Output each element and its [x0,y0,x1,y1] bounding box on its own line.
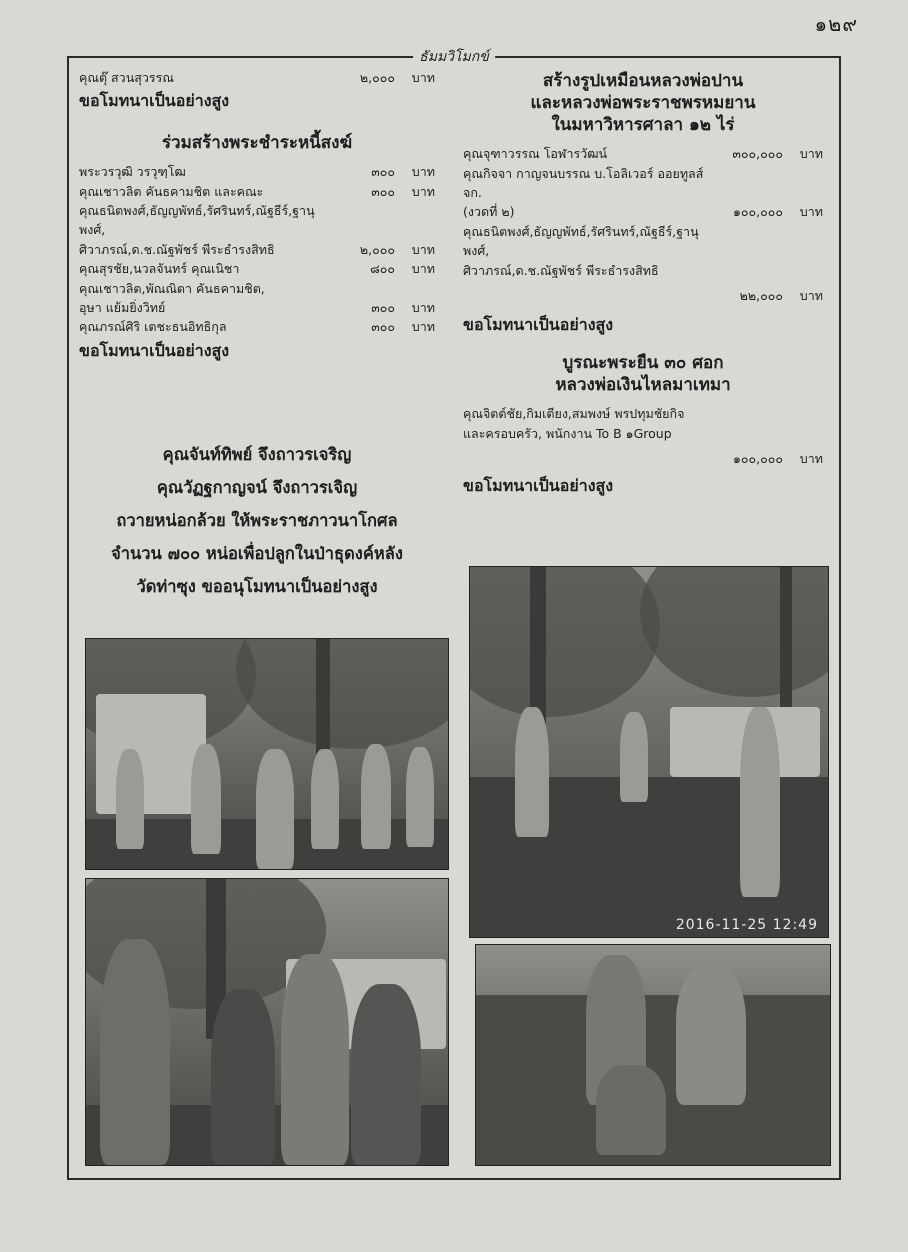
donation-unit: บาท [799,451,823,467]
donor-name: ศิวาภรณ์,ด.ช.ณัฐพัชร์ พีระธำรงสิทธิ [79,241,275,257]
donation-row [463,144,823,163]
donor-name: (งวดที่ ๒) [463,204,515,220]
donor-name: คุณจุฑาวรรณ โอฬารวัฒน์ [463,146,608,162]
donation-amount: ๒,๐๐๐ [359,241,395,257]
donation-row [79,317,435,336]
section-heading: ร่วมสร้างพระชำระหนี้สงฆ์ [161,133,353,154]
donor-name: พระวรวุฒิ วรวุฑฺโฒ [79,164,186,180]
right-column [463,68,823,503]
donation-amount: ๓๐๐ [371,164,395,180]
anumodana-text: ขอโมทนาเป็นอย่างสูง [463,476,614,496]
donation-unit: บาท [411,241,435,257]
donation-amount: ๓๐๐ [371,299,395,315]
dedication-line: คุณจันท์ทิพย์ จึงถาวรเจริญ [162,445,352,464]
donation-row [463,222,823,261]
donor-name: คุณเชาวลิต คันธคามชิต และคณะ [79,183,264,199]
donor-name: คุณสุรชัย,นวลจันทร์ คุณเนิชา [79,261,240,277]
photo-group-portrait [85,878,449,1166]
dedication-line: จำนวน ๗๐๐ หน่อเพื่อปลูกในป่าธุดงค์หลัง [111,544,403,563]
donation-row [79,259,435,278]
content-frame [67,49,841,1180]
donor-name: อุษา แย้มยิ่งวิทย์ [79,299,166,315]
donation-unit: บาท [411,261,435,277]
donation-amount: ๑๐๐,๐๐๐ [732,451,783,467]
donor-name: คุณกิจจา กาญจนบรรณ บ.โอลิเวอร์ ออยทูลส์ จก. [463,165,704,201]
donation-amount: ๓๐๐,๐๐๐ [732,146,783,162]
donation-unit: บาท [799,287,823,303]
donation-unit: บาท [411,319,435,335]
magazine-header: ธัมมวิโมกข์ [413,46,495,68]
donation-unit: บาท [411,299,435,315]
donation-row [463,202,823,221]
donation-row [79,182,435,201]
donation-amount: ๓๐๐ [371,183,395,199]
donation-amount: ๒๒,๐๐๐ [739,287,783,303]
section-heading [463,70,823,136]
anumodana-text: ขอโมทนาเป็นอย่างสูง [79,340,230,360]
donor-name: ศิวาภรณ์,ด.ช.ณัฐพัชร์ พีระธำรงสิทธิ [463,262,659,278]
heading-line: สร้างรูปเหมือนหลวงพ่อปาน [542,71,744,91]
left-column [79,68,435,367]
donation-unit: บาท [799,204,823,220]
donor-name: คุณภรณ์ศิริ เตชะธนอิทธิกุล [79,319,227,335]
donation-row [463,286,823,305]
donation-unit: บาท [411,70,435,85]
dedication-line: วัดท่าซุง ขออนุโมทนาเป็นอย่างสูง [136,577,378,596]
donor-name: คุณธนิตพงศ์,ธัญญพัทธ์,รัศรินทร์,ณัฐธีร์,ฐานุพงศ์, [79,203,315,238]
photo-planting [475,944,831,1166]
donation-amount: ๒,๐๐๐ [359,70,395,85]
dedication-line: คุณวัฏฐกาญจน์ จึงถาวรเจิญ [156,478,358,497]
donation-list [463,144,823,305]
donation-row [79,68,435,87]
heading-line: บูรณะพระยืน ๓๐ ศอก [562,353,724,374]
donation-row [79,162,435,181]
donor-name: คุณธนิตพงศ์,ธัญญพัทธ์,รัศรินทร์,ณัฐธีร์,ฐานุพงศ์, [463,223,699,259]
dedication-line: ถวายหน่อกล้วย ให้พระราชภาวนาโกศล [116,511,398,530]
heading-line: หลวงพ่อเงินไหลมาเทมา [555,375,731,396]
donor-name: คุณตุ๊ สวนสุวรรณ [79,70,174,85]
photo-timestamp: 2016-11-25 12:49 [675,917,818,933]
dedication-block [79,438,435,603]
photo-unloading-logs [469,566,829,938]
donation-list [79,162,435,336]
donation-row [463,261,823,280]
donation-row [79,201,435,240]
donation-row [79,298,435,317]
anumodana-text: ขอโมทนาเป็นอย่างสูง [79,91,230,111]
donor-name: และครอบครัว, พนักงาน To B ๑Group [463,425,672,441]
page-number: ๑๒๙ [814,12,858,36]
donation-row [79,279,435,298]
section-heading [463,352,823,396]
heading-line: ในมหาวิหารศาลา ๑๒ ไร่ [551,115,735,136]
heading-line: และหลวงพ่อพระราชพรหมยาน [530,93,756,114]
anumodana-text: ขอโมทนาเป็นอย่างสูง [463,315,614,335]
donation-amount: ๑๐๐,๐๐๐ [732,204,783,220]
donation-unit: บาท [799,146,823,162]
donation-amount: ๘๐๐ [370,261,395,277]
donation-row [463,449,823,468]
donation-unit: บาท [411,183,435,199]
donation-unit: บาท [411,164,435,180]
photo-loading-truck [85,638,449,870]
donation-amount: ๓๐๐ [371,319,395,335]
donation-row [79,240,435,259]
donor-name: คุณจิตต์ชัย,กิมเตียง,สมพงษ์ พรปทุมชัยกิจ [463,406,685,422]
donation-row [463,164,823,203]
donor-name: คุณเชาวลิต,พัณณิตา คันธคามชิต, [79,280,265,296]
